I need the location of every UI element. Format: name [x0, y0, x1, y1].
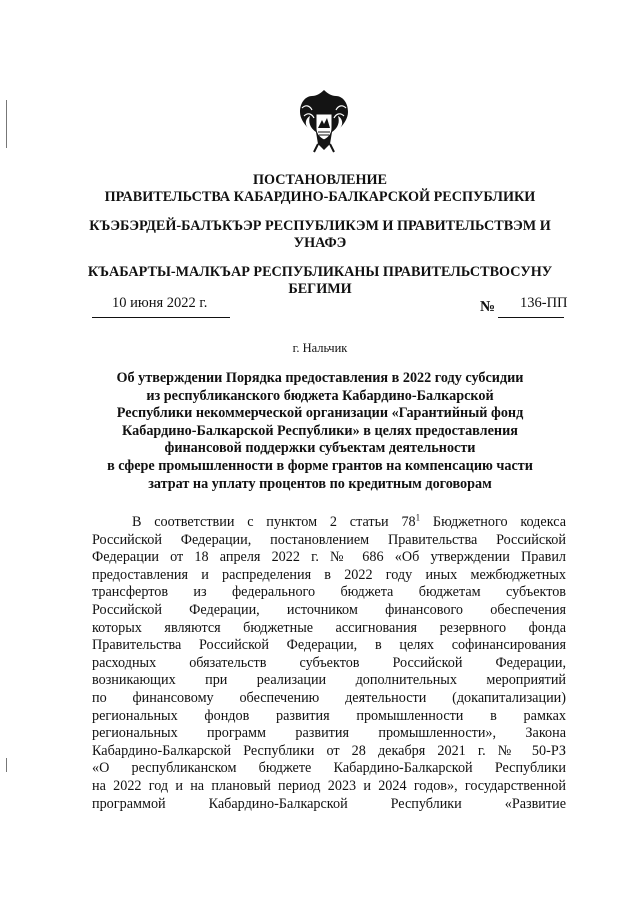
title-ru-line-2: ПРАВИТЕЛЬСТВА КАБАРДИНО-БАЛКАРСКОЙ РЕСПУБЛИКИ: [104, 189, 536, 205]
title-kbd-line-2: УНАФЭ: [293, 235, 347, 251]
date-underline: [92, 317, 230, 318]
scan-margin-mark: [6, 758, 7, 772]
body-line: которых являются бюджетные ассигнования резервного фонда: [92, 619, 566, 636]
title-krc-line-1: КЪАБАРТЫ-МАЛКЪАР РЕСПУБЛИКАНЫ ПРАВИТЕЛЬСТВОСУНУ: [87, 264, 553, 280]
city-label: г. Нальчик: [292, 341, 348, 355]
heading-line: в сфере промышленности в форме грантов на компенсацию части: [107, 457, 533, 474]
heading-line: финансовой поддержки субъектам деятельности: [164, 440, 476, 457]
body-line: региональных программ развития промышленности», Закона: [92, 725, 566, 742]
body-line: предоставления и распределения в 2022 году иных межбюджетных: [92, 566, 566, 583]
body-first-text-end: Бюджетного кодекса: [420, 514, 567, 530]
date-text: 10 июня 2022 г.: [112, 295, 208, 311]
document-body: [92, 514, 566, 813]
body-line: расходных обязательств субъектов Российской Федерации,: [92, 654, 566, 671]
heading-line: Республики некоммерческой организации «Гарантийный фонд: [116, 405, 524, 422]
body-line: Правительства Российской Федерации, в целях софинансирования: [92, 637, 566, 654]
heading-line: Об утверждении Порядка предоставления в 2022 году субсидии: [116, 370, 524, 386]
heading-line: из республиканского бюджета Кабардино-Балкарской: [146, 387, 494, 404]
body-line: на 2022 год и на плановый период 2023 и 2024 годов», государственной: [92, 777, 566, 794]
coat-of-arms-emblem: [296, 84, 352, 156]
body-line: региональных фондов развития промышленности в рамках: [92, 707, 566, 724]
article-superscript: 1: [415, 512, 421, 523]
body-line: по финансовому обеспечению деятельности (докапитализации): [92, 689, 566, 706]
body-line: Кабардино-Балкарской Республики от 28 декабря 2021 г. № 50-РЗ: [92, 742, 566, 759]
document-number: 136-ПП: [520, 295, 568, 311]
scan-margin-mark: [6, 100, 7, 148]
body-first-line: [92, 514, 566, 532]
heading-line: Кабардино-Балкарской Республики» в целях предоставления: [122, 422, 518, 439]
heading-line: затрат на уплату процентов по кредитным договорам: [148, 475, 492, 492]
body-line: Российской Федерации, постановлением Правительства Российской: [92, 531, 566, 548]
title-krc-line-2: БЕГИМИ: [288, 281, 352, 297]
body-line: возникающих при реализации дополнительных мероприятий: [92, 672, 566, 689]
body-first-text: В соответствии с пунктом 2 статьи 78: [132, 514, 416, 530]
body-line: трансфертов из федерального бюджета бюджетам субъектов: [92, 584, 566, 601]
body-line: «О республиканском бюджете Кабардино-Балкарской Республики: [92, 760, 566, 777]
body-line: Федерации от 18 апреля 2022 г. № 686 «Об утверждении Правил: [92, 549, 566, 566]
number-underline: [498, 317, 564, 318]
title-ru-line-1: ПОСТАНОВЛЕНИЕ: [252, 172, 388, 188]
body-line: Российской Федерации, источником финансового обеспечения: [92, 601, 566, 618]
number-sign: №: [480, 299, 496, 315]
title-kbd-line-1: КЪЭБЭРДЕЙ-БАЛЪКЪЭР РЕСПУБЛИКЭМ И ПРАВИТЕЛЬСТВЭМ И: [89, 218, 551, 234]
document-heading: [60, 370, 580, 493]
body-line: программой Кабардино-Балкарской Республики «Развитие: [92, 795, 566, 812]
